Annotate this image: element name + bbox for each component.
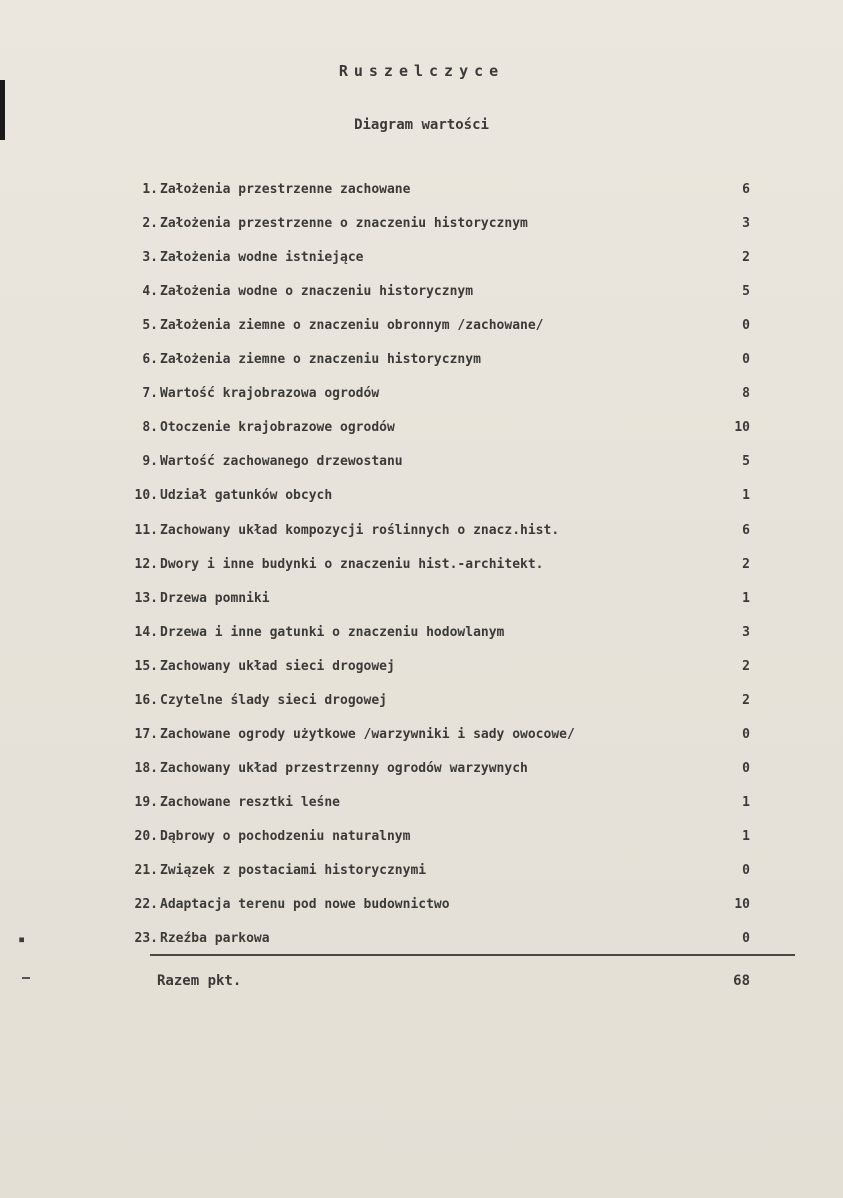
item-number: 19. bbox=[134, 794, 158, 810]
item-label: Dąbrowy o pochodzeniu naturalnym bbox=[160, 828, 411, 844]
item-value: 2 bbox=[742, 556, 750, 572]
item-value: 0 bbox=[742, 352, 750, 368]
item-value: 10 bbox=[734, 420, 750, 436]
item-value: 3 bbox=[742, 216, 750, 232]
item-label: Czytelne ślady sieci drogowej bbox=[160, 692, 387, 708]
item-label: Założenia przestrzenne o znaczeniu historycznym bbox=[160, 216, 528, 232]
item-label: Drzewa pomniki bbox=[160, 590, 270, 606]
item-number: 21. bbox=[134, 863, 158, 878]
item-value: 5 bbox=[742, 454, 750, 470]
item-value: 1 bbox=[742, 488, 750, 504]
item-label: Drzewa i inne gatunki o znaczeniu hodowlanym bbox=[160, 624, 505, 640]
item-value: 1 bbox=[742, 590, 750, 606]
total-value: 68 bbox=[733, 973, 750, 989]
item-number: 12. bbox=[134, 556, 158, 572]
item-label: Założenia ziemne o znaczeniu obronnym /zachowane/ bbox=[160, 318, 544, 334]
item-value: 0 bbox=[742, 931, 750, 947]
item-value: 10 bbox=[734, 897, 750, 913]
item-label: Związek z postaciami historycznymi bbox=[160, 863, 427, 878]
item-number: 23. bbox=[134, 931, 158, 947]
item-label: Udział gatunków obcych bbox=[160, 488, 333, 504]
item-number: 4. bbox=[142, 284, 158, 300]
item-value: 8 bbox=[742, 386, 750, 402]
item-label: Adaptacja terenu pod nowe budownictwo bbox=[160, 897, 450, 913]
list-item bbox=[110, 693, 750, 717]
item-number: 11. bbox=[134, 522, 158, 538]
item-label: Zachowany układ kompozycji roślinnych o znacz.hist. bbox=[160, 522, 560, 538]
item-number: 22. bbox=[134, 897, 158, 913]
item-number: 16. bbox=[134, 692, 158, 708]
list-item bbox=[110, 318, 750, 342]
list-item bbox=[110, 795, 750, 819]
list-item bbox=[110, 352, 750, 376]
item-value: 2 bbox=[742, 658, 750, 674]
list-item bbox=[110, 761, 750, 785]
item-number: 7. bbox=[142, 386, 158, 402]
item-label: Zachowane resztki leśne bbox=[160, 794, 341, 810]
item-number: 10. bbox=[134, 488, 158, 504]
item-number: 17. bbox=[134, 726, 158, 742]
item-number: 1. bbox=[142, 182, 158, 197]
item-value: 6 bbox=[742, 182, 750, 197]
item-label: Wartość krajobrazowa ogrodów bbox=[160, 386, 380, 402]
item-value: 0 bbox=[742, 318, 750, 334]
item-label: Założenia wodne o znaczeniu historycznym bbox=[160, 284, 474, 300]
item-label: Dwory i inne budynki o znaczeniu hist.-architekt. bbox=[160, 556, 544, 572]
list-item bbox=[110, 659, 750, 683]
item-value: 1 bbox=[742, 828, 750, 844]
item-label: Zachowany układ sieci drogowej bbox=[160, 658, 395, 674]
list-item bbox=[110, 182, 750, 206]
list-item bbox=[110, 591, 750, 615]
item-number: 14. bbox=[134, 624, 158, 640]
item-label: Rzeźba parkowa bbox=[160, 931, 270, 947]
item-label: Otoczenie krajobrazowe ogrodów bbox=[160, 420, 395, 436]
item-value: 0 bbox=[742, 863, 750, 878]
list-item bbox=[110, 488, 750, 512]
item-label: Założenia przestrzenne zachowane bbox=[160, 182, 411, 197]
list-item bbox=[110, 284, 750, 308]
item-value: 2 bbox=[742, 250, 750, 266]
list-item bbox=[110, 829, 750, 853]
list-item bbox=[110, 250, 750, 274]
total-label: Razem pkt. bbox=[157, 973, 242, 989]
list-item bbox=[110, 625, 750, 649]
list-item bbox=[110, 386, 750, 410]
list-item bbox=[110, 420, 750, 444]
item-number: 3. bbox=[142, 250, 158, 266]
list-item bbox=[110, 454, 750, 478]
list-item bbox=[110, 897, 750, 921]
item-value: 3 bbox=[742, 624, 750, 640]
item-number: 20. bbox=[134, 828, 158, 844]
item-value: 0 bbox=[742, 726, 750, 742]
list-item bbox=[110, 727, 750, 751]
item-number: 13. bbox=[134, 590, 158, 606]
item-number: 9. bbox=[142, 454, 158, 470]
item-number: 6. bbox=[142, 352, 158, 368]
item-label: Zachowane ogrody użytkowe /warzywniki i sady owocowe/ bbox=[160, 726, 575, 742]
list-item bbox=[110, 216, 750, 240]
item-label: Zachowany układ przestrzenny ogrodów warzywnych bbox=[160, 760, 528, 776]
list-item bbox=[110, 863, 750, 887]
list-item bbox=[110, 557, 750, 581]
item-number: 2. bbox=[142, 216, 158, 232]
margin-dot-mark: ▪ bbox=[18, 932, 26, 946]
item-label: Założenia ziemne o znaczeniu historycznym bbox=[160, 352, 481, 368]
item-number: 18. bbox=[134, 760, 158, 776]
item-number: 15. bbox=[134, 658, 158, 674]
item-value: 6 bbox=[742, 522, 750, 538]
item-number: 8. bbox=[142, 420, 158, 436]
item-value: 0 bbox=[742, 760, 750, 776]
item-number: 5. bbox=[142, 318, 158, 334]
total-separator-line bbox=[150, 954, 795, 956]
item-label: Wartość zachowanego drzewostanu bbox=[160, 454, 403, 470]
document-title: Ruszelczyce bbox=[338, 62, 505, 80]
item-value: 1 bbox=[742, 794, 750, 810]
document-subtitle: Diagram wartości bbox=[354, 117, 489, 133]
margin-dash-mark bbox=[22, 977, 30, 979]
item-label: Założenia wodne istniejące bbox=[160, 250, 364, 266]
item-value: 2 bbox=[742, 692, 750, 708]
list-item bbox=[110, 523, 750, 547]
list-item bbox=[110, 931, 750, 955]
item-value: 5 bbox=[742, 284, 750, 300]
